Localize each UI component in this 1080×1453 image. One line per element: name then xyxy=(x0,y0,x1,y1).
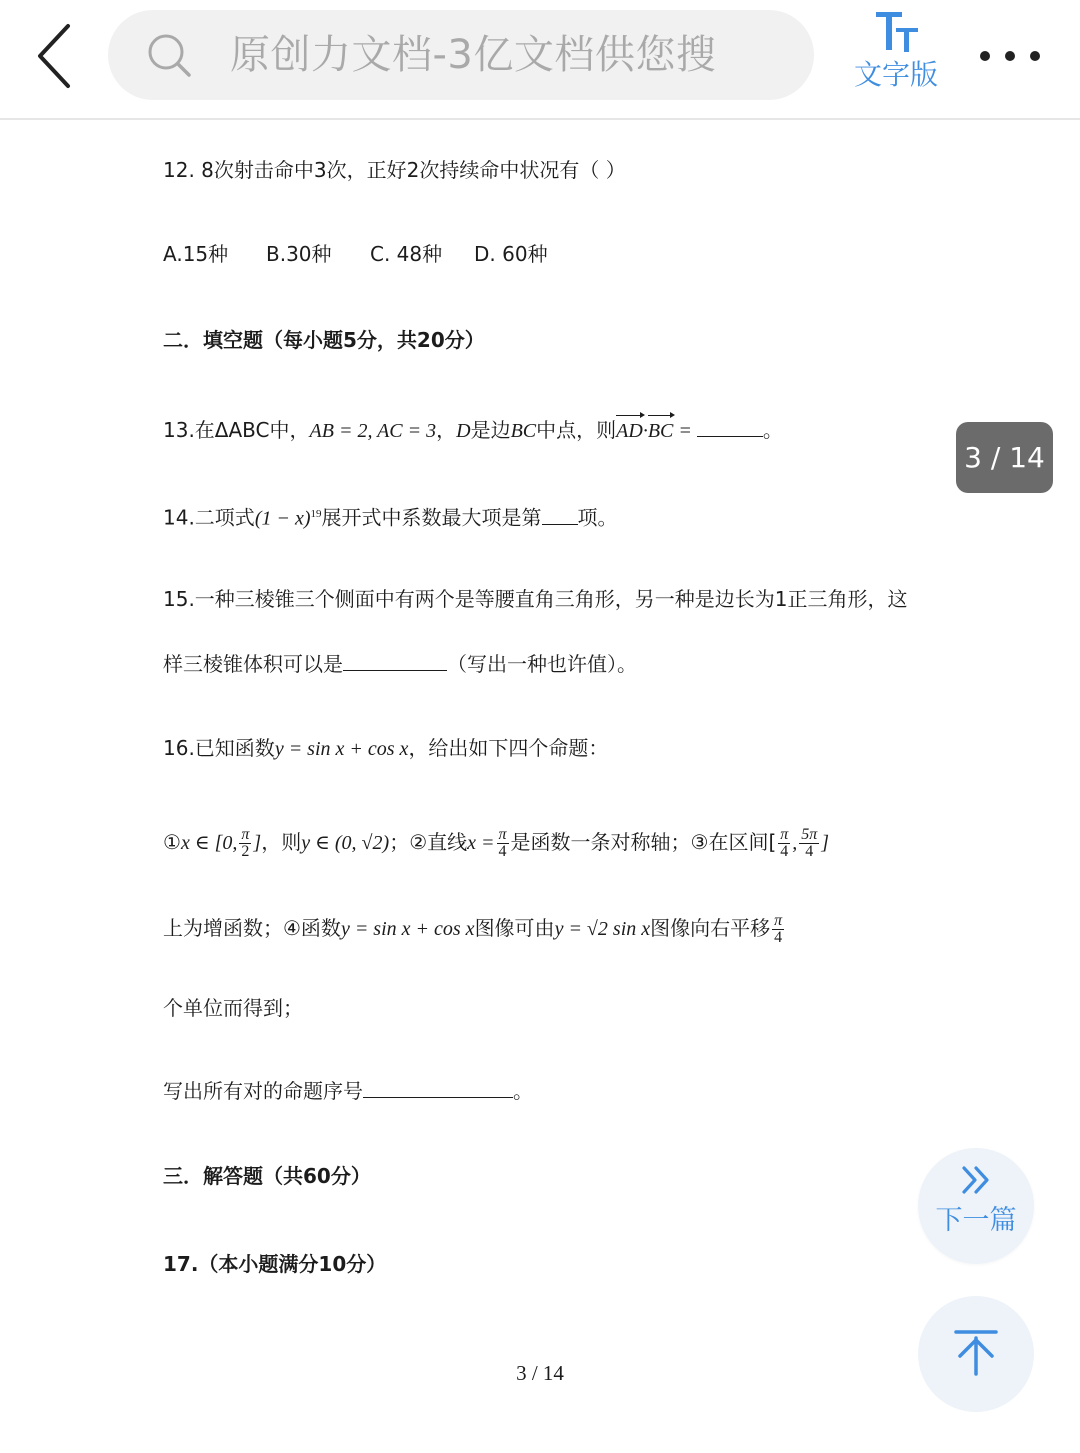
q13-mid2: 是边 xyxy=(470,418,511,442)
q16-intro-suffix: ，给出如下四个命题： xyxy=(408,736,609,760)
question-14 xyxy=(163,500,618,533)
question-16-line-4: 个单位而得到； xyxy=(163,996,303,1020)
frac-num: 5π xyxy=(801,826,818,843)
question-16-ask xyxy=(163,1077,533,1105)
fraction-pi-over-2 xyxy=(239,827,251,860)
frac-den: 4 xyxy=(498,843,507,860)
more-dots-icon xyxy=(1030,51,1040,61)
more-dots-icon xyxy=(1005,51,1015,61)
next-document-label: 下一篇 xyxy=(935,1205,1017,1236)
frac-num: π xyxy=(774,912,783,929)
question-12-options xyxy=(163,240,763,268)
q13-dot: · xyxy=(642,420,648,442)
p1-close: ] xyxy=(253,832,262,854)
more-dots-icon xyxy=(980,51,990,61)
p4-text-b: 图像可由 xyxy=(474,916,555,940)
page-footer-number: 3 / 14 xyxy=(516,1361,564,1385)
answer-blank xyxy=(343,652,447,671)
q13-end: 。 xyxy=(762,418,783,442)
option-c: C. 48种 xyxy=(370,242,443,266)
question-12: 12. 8次射击命中3次，正好2次持续命中状况有（ ） xyxy=(163,158,626,182)
search-placeholder: 原创力文档-3亿文档供您搜 xyxy=(230,32,717,78)
tt-text-size-icon xyxy=(874,10,920,56)
q14-prefix: 14.二项式 xyxy=(163,505,255,530)
frac-den: 4 xyxy=(780,843,789,860)
top-bar xyxy=(0,0,1080,120)
next-document-button[interactable] xyxy=(918,1148,1034,1264)
p1-then: ，则 xyxy=(261,830,302,854)
question-16-intro xyxy=(163,734,608,763)
proposition-1-marker: ① xyxy=(163,830,181,854)
option-b: B.30种 xyxy=(266,242,332,266)
frac-den: 4 xyxy=(774,929,783,946)
q16-ask-end: 。 xyxy=(513,1079,533,1103)
p4-function-2: y = √2 sin x xyxy=(554,918,651,940)
p4-text-c: 图像向右平移 xyxy=(650,916,771,940)
option-d: D. 60种 xyxy=(474,242,548,266)
q13-mid1: ， xyxy=(436,418,457,442)
q15-prefix: 样三棱锥体积可以是 xyxy=(163,652,343,676)
answer-blank xyxy=(542,506,578,525)
frac-den: 2 xyxy=(241,843,250,860)
answer-blank xyxy=(363,1079,513,1098)
p3-close: ] xyxy=(821,832,830,854)
question-15-line-1: 15.一种三棱锥三个侧面中有两个是等腰直角三角形，另一种是边长为1正三角形，这 xyxy=(163,587,908,611)
q13-eq: = xyxy=(673,420,697,442)
q14-end: 项。 xyxy=(577,505,618,530)
q13-bc: BC xyxy=(510,420,537,442)
q13-ab: AB = 2, AC = 3 xyxy=(309,420,437,442)
back-to-top-button[interactable] xyxy=(918,1296,1034,1412)
document-page xyxy=(0,120,1080,1453)
question-16-propositions-1-3 xyxy=(163,820,829,865)
q15-suffix: （写出一种也许值）。 xyxy=(447,652,637,676)
back-chevron-icon xyxy=(28,20,88,92)
p3-comma: , xyxy=(792,832,798,854)
fraction-5pi-over-4 xyxy=(799,827,819,860)
p4-function-1: y = sin x + cos x xyxy=(340,918,475,940)
question-16-proposition-4 xyxy=(163,906,786,951)
answer-blank xyxy=(697,418,763,437)
q16-ask-text: 写出所有对的命题序号 xyxy=(163,1079,363,1103)
fraction-pi-over-4 xyxy=(772,913,784,946)
more-button[interactable] xyxy=(972,38,1048,74)
p1-range: y ∈ (0, √2) xyxy=(301,832,390,854)
page-indicator-badge: 3 / 14 xyxy=(956,422,1053,493)
q14-expr: (1 − x) xyxy=(254,507,311,530)
p4-text-a: 上为增函数；④函数 xyxy=(163,916,341,940)
text-mode-label: 文字版 xyxy=(853,58,938,91)
q14-exponent: 19 xyxy=(310,508,322,520)
question-17-heading: 17.（本小题满分10分） xyxy=(163,1252,387,1276)
frac-num: π xyxy=(241,826,250,843)
fraction-pi-over-4 xyxy=(778,827,790,860)
proposition-2-marker: ；②直线 xyxy=(389,830,468,854)
question-13 xyxy=(163,416,783,445)
q13-prefix: 13.在ΔABC中， xyxy=(163,418,310,442)
vector-ad: AD xyxy=(616,417,643,445)
p2-text: 是函数一条对称轴；③在区间[ xyxy=(510,830,777,854)
vector-bc: BC xyxy=(648,417,674,445)
back-button[interactable] xyxy=(28,20,88,92)
frac-den: 4 xyxy=(805,843,814,860)
fraction-pi-over-4 xyxy=(497,827,509,860)
search-icon xyxy=(146,32,194,80)
q13-d: D xyxy=(456,420,471,442)
section-heading-fill-in: 二．填空题（每小题5分，共20分） xyxy=(163,328,485,352)
q13-mid3: 中点，则 xyxy=(536,418,617,442)
p2-line: x = xyxy=(467,832,495,854)
p1-domain: x ∈ [0, xyxy=(180,832,238,854)
section-heading-solutions: 三．解答题（共60分） xyxy=(163,1164,371,1188)
question-15-line-2 xyxy=(163,650,637,678)
frac-num: π xyxy=(498,826,507,843)
q16-function: y = sin x + cos x xyxy=(274,738,409,760)
q14-suffix: 展开式中系数最大项是第 xyxy=(321,505,542,530)
option-a: A.15种 xyxy=(163,242,229,266)
arrow-to-top-icon xyxy=(952,1328,1000,1376)
frac-num: π xyxy=(780,826,789,843)
q16-intro-prefix: 16.已知函数 xyxy=(163,736,275,760)
text-mode-button[interactable] xyxy=(846,8,946,100)
double-chevron-right-icon xyxy=(958,1162,994,1198)
search-input[interactable] xyxy=(108,10,814,100)
